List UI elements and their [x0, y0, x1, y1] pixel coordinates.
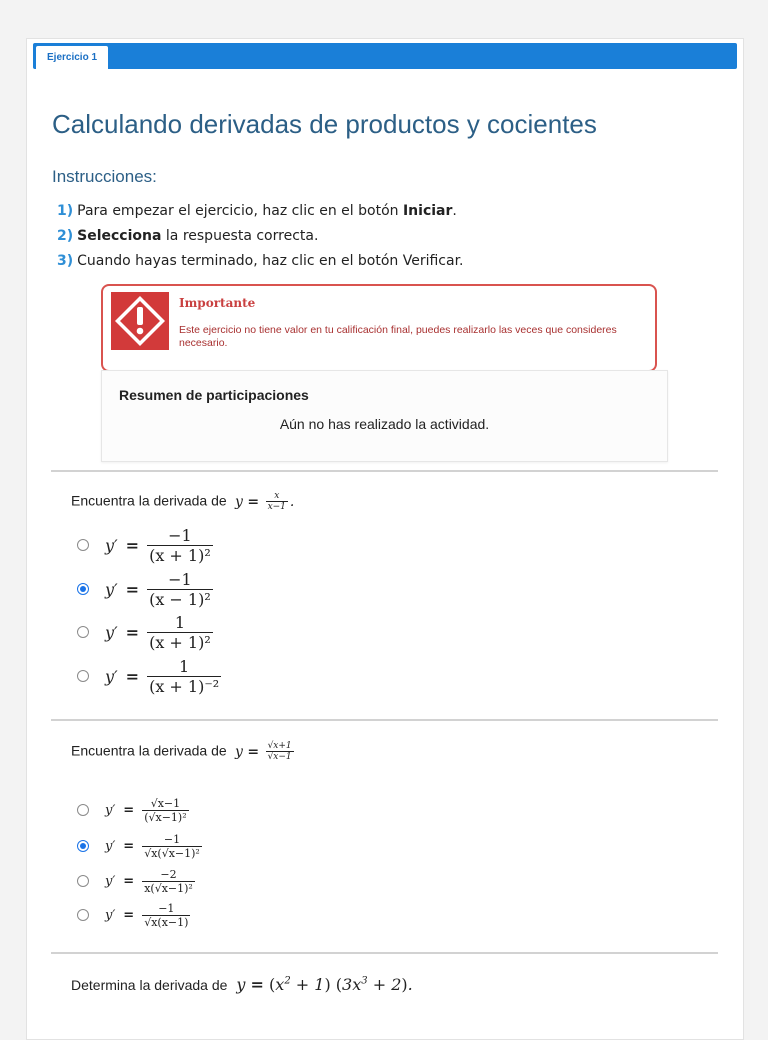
radio-button[interactable]	[77, 539, 89, 551]
alert-title: Importante	[179, 296, 256, 310]
instruction-step: 2) Selecciona la respuesta correcta.	[57, 228, 319, 244]
divider	[51, 470, 718, 472]
radio-button[interactable]	[77, 626, 89, 638]
question-1-prompt: Encuentra la derivada de y = $\frac{x}{x-1}$ .	[71, 491, 295, 512]
important-alert	[101, 284, 657, 372]
question-2-function: y = $\frac{√x+1}{√x-1}$	[230, 741, 292, 762]
exercise-card: Ejercicio 1 Calculando derivadas de productos y cocientes Instrucciones: 1) Para empezar el ejercicio, haz clic en el botón Iniciar. 2) Selecciona la respuesta correcta. 3) Cuando hayas terminado, haz clic en el botón Verificar. Importante Este ejercicio no tiene valor en tu calificación final, puedes realizarlo las veces que consideres necesario. Resumen de participaciones Aún no has realizado la actividad. Encuentra la derivada de y = $\frac{x}{x-1}$ . y′ = $\frac{-1}{\text{(x + 1)²}}$ y′ = $\frac{-1}{\text{(x − 1)²}}$ y′ = $\frac{1}{\text{(x + 1)²}}$ y′ = $\frac{1}{\text{(x + 1)⁻²}}$ Encuentra la derivada de y = $\frac{√x+1}{√x-1}$ y′ = $\frac{√x-1}{\text{(√x−1)²}}$ y′ = $\frac{-1}{\text{√x(√x−1)²}}$ y′ = $\frac{-2}{\text{x(√x−1)²}}$ y′ = $\frac{-1}{√x(x-1)}$ Determina la derivada de $y = (x^2 + 1) (3x^3 + 2)$.	[26, 38, 744, 1040]
tab-bar	[33, 43, 737, 69]
question-2-prompt: Encuentra la derivada de y = $\frac{√x+1}{√x-1}$	[71, 741, 296, 762]
instruction-step: 3) Cuando hayas terminado, haz clic en el botón Verificar.	[57, 253, 464, 269]
participation-summary	[101, 370, 668, 462]
radio-button[interactable]	[77, 670, 89, 682]
question-3-function: $y = (x^2 + 1) (3x^3 + 2)$.	[231, 975, 413, 994]
warning-icon	[111, 292, 169, 350]
tab-ejercicio-1[interactable]: Ejercicio 1	[36, 46, 108, 69]
instruction-step: 1) Para empezar el ejercicio, haz clic en el botón Iniciar.	[57, 203, 457, 219]
summary-title: Resumen de participaciones	[119, 387, 309, 403]
question-1-function: y = $\frac{x}{x-1}$ .	[230, 491, 295, 512]
page-title: Calculando derivadas de productos y cocientes	[52, 109, 597, 139]
divider	[51, 719, 718, 721]
instructions-title: Instrucciones:	[52, 167, 157, 186]
radio-button[interactable]	[77, 909, 89, 921]
radio-button-selected[interactable]	[77, 840, 89, 852]
radio-button[interactable]	[77, 804, 89, 816]
question-3-prompt: Determina la derivada de $y = (x^2 + 1) (3x^3 + 2)$.	[71, 975, 413, 994]
alert-text: Este ejercicio no tiene valor en tu calificación final, puedes realizarlo las veces que consideres necesario.	[179, 324, 617, 349]
instruction-steps	[57, 199, 464, 274]
radio-button-selected[interactable]	[77, 583, 89, 595]
divider	[51, 952, 718, 954]
summary-text: Aún no has realizado la actividad.	[279, 416, 490, 432]
radio-button[interactable]	[77, 875, 89, 887]
